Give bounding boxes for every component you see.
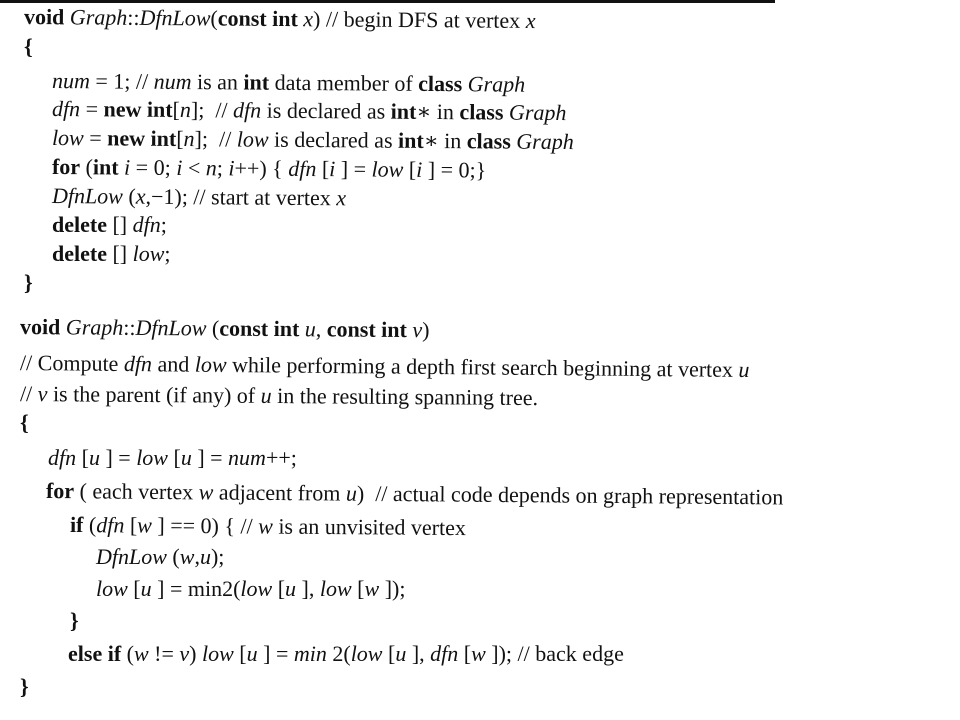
block2-line-5: low [u ] = min2(low [u ], low [w ]);	[96, 576, 406, 601]
class-name: Graph	[69, 4, 128, 30]
block1-line-5: DfnLow (x,−1); // start at vertex x	[51, 183, 347, 211]
block2-comment-1: // Compute dfn and low while performing a depth first search beginning at vertex u	[19, 350, 750, 383]
block2-close-brace: }	[20, 674, 29, 699]
block2-line-4: DfnLow (w,u);	[96, 544, 225, 569]
block1-line-2: dfn = new int[n]; // dfn is declared as int∗ in class Graph	[51, 96, 567, 126]
function-name: DfnLow	[139, 4, 211, 31]
block2-line-3: if (dfn [w ] == 0) { // w is an unvisited vertex	[69, 512, 467, 541]
keyword-void: void	[23, 4, 65, 30]
block1-signature: void Graph::DfnLow(const int x) // begin DFS at vertex x	[23, 4, 536, 34]
block2-line-7: else if (w != v) low [u ] = min 2(low [u ], dfn [w ]); // back edge	[68, 641, 624, 666]
block2-line-1: dfn [u ] = low [u ] = num++;	[48, 445, 297, 470]
block2-line-2: for ( each vertex w adjacent from u) // actual code depends on graph representation	[45, 478, 784, 510]
top-rule	[0, 0, 775, 3]
block1-line-6: delete [] dfn;	[52, 212, 167, 237]
block1-open-brace: {	[24, 34, 33, 59]
block1-line-7: delete [] low;	[52, 241, 171, 266]
block2-line-6: }	[70, 608, 79, 633]
block1-line-1: num = 1; // num is an int data member of class Graph	[51, 68, 526, 97]
block2-open-brace: {	[20, 410, 29, 435]
block1-line-3: low = new int[n]; // low is declared as int∗ in class Graph	[51, 125, 574, 155]
block2-comment-2: // v is the parent (if any) of u in the resulting spanning tree.	[19, 381, 539, 411]
signature-comment: ) // begin DFS at vertex	[313, 6, 521, 33]
keyword-const-int: const int	[217, 5, 298, 32]
block1-line-4: for (int i = 0; i < n; i++) { dfn [i ] = low [i ] = 0;}	[51, 154, 487, 183]
block2-signature: void Graph::DfnLow (const int u, const int v)	[19, 314, 430, 343]
block1-close-brace: }	[24, 270, 33, 295]
